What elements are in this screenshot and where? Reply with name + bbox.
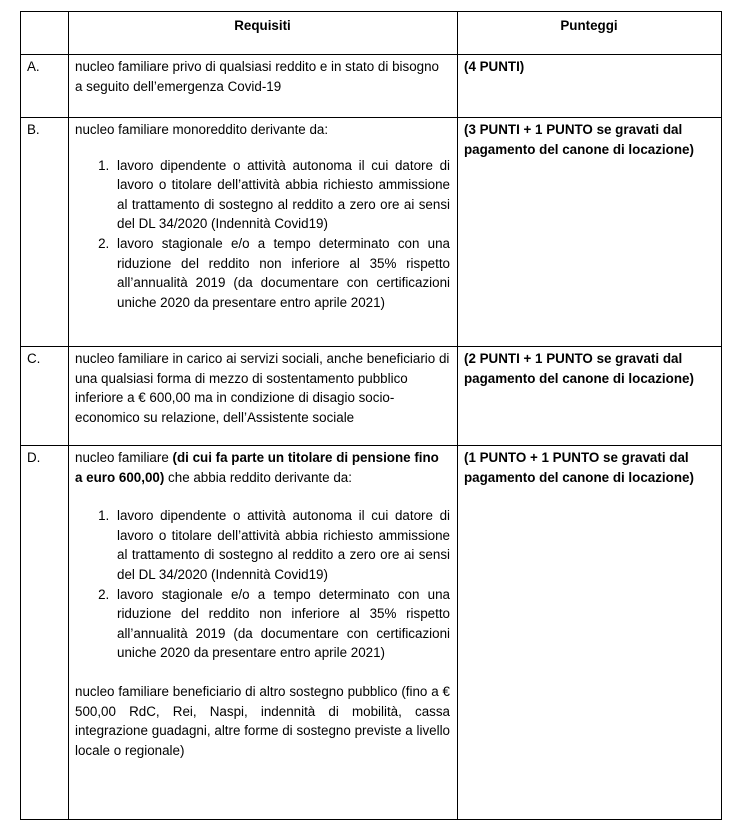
row-score: (4 PUNTI) <box>458 55 722 118</box>
list-item: 1. lavoro dipendente o attività autonoma il cui datore di lavoro o titolare dell’attività abbia richiesto ammissione al trattamento di sostegno al reddito a zero ore ai sensi del DL 34/2020 (Indennità Covid19) <box>113 156 450 234</box>
row-score: (2 PUNTI + 1 PUNTO se gravati dal pagamento del canone di locazione) <box>458 347 722 446</box>
table-header-row <box>21 12 722 55</box>
table-row <box>21 347 722 446</box>
list-item: 1. lavoro dipendente o attività autonoma il cui datore di lavoro o titolare dell’attività abbia richiesto ammissione al trattamento di sostegno al reddito a zero ore ai sensi del DL 34/2020 (Indennità Covid19) <box>113 506 450 584</box>
row-score: (1 PUNTO + 1 PUNTO se gravati dal pagamento del canone di locazione) <box>458 446 722 820</box>
row-letter: C. <box>21 347 69 446</box>
list-item: 2. lavoro stagionale e/o a tempo determinato con una riduzione del reddito non inferiore al 35% rispetto all’annualità 2019 (da documentare con certificazioni uniche 2020 da presentare entro aprile 2021) <box>113 585 450 663</box>
table-row <box>21 118 722 347</box>
row-letter: A. <box>21 55 69 118</box>
requirement-list <box>75 506 450 663</box>
header-blank <box>21 12 69 55</box>
requirement-list <box>75 156 450 313</box>
row-letter: D. <box>21 446 69 820</box>
table-row <box>21 55 722 118</box>
header-punteggi: Punteggi <box>458 12 722 55</box>
requirement-intro <box>75 448 450 487</box>
row-requirement: nucleo familiare in carico ai servizi sociali, anche beneficiario di una qualsiasi forma di mezzo di sostentamento pubblico inferiore a € 600,00 ma in condizione di disagio socio-economico su relazione, dell’Assistente sociale <box>69 347 458 446</box>
intro-text-after: che abbia reddito derivante da: <box>164 469 352 485</box>
table-row <box>21 446 722 820</box>
header-requisiti: Requisiti <box>69 12 458 55</box>
row-requirement <box>69 446 458 820</box>
row-requirement: nucleo familiare privo di qualsiasi reddito e in stato di bisogno a seguito dell’emergenza Covid-19 <box>69 55 458 118</box>
row-requirement <box>69 118 458 347</box>
requirement-intro: nucleo familiare monoreddito derivante da: <box>75 122 329 137</box>
intro-bold-text: (di cui fa parte un titolare di pensione fino a euro 600,00) <box>75 450 439 485</box>
requirements-table <box>20 11 722 820</box>
list-item: 2. lavoro stagionale e/o a tempo determinato con una riduzione del reddito non inferiore al 35% rispetto all’annualità 2019 (da documentare con certificazioni uniche 2020 da presentare entro aprile 2021) <box>113 234 450 312</box>
requirement-extra: nucleo familiare beneficiario di altro sostegno pubblico (fino a € 500,00 RdC, Rei, Naspi, indennità di mobilità, cassa integrazione guadagni, altre forme di sostegno previste a livello locale o regionale) <box>75 683 450 758</box>
row-score: (3 PUNTI + 1 PUNTO se gravati dal pagamento del canone di locazione) <box>458 118 722 347</box>
intro-text: nucleo familiare <box>75 450 173 465</box>
row-letter: B. <box>21 118 69 347</box>
